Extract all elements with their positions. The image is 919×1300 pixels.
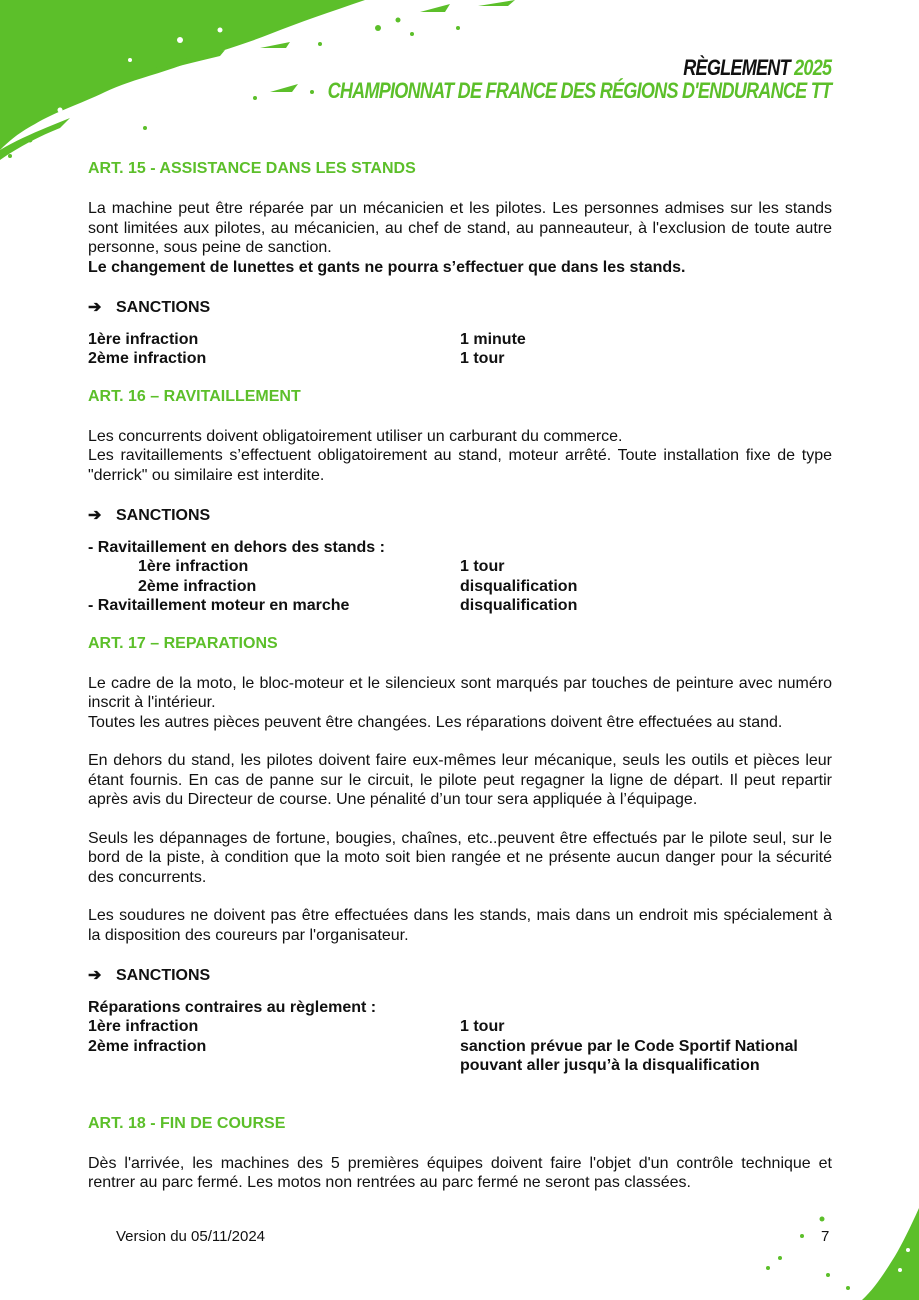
right-arrow-icon: ➔	[88, 507, 102, 524]
art15-title: ART. 15 - ASSISTANCE DANS LES STANDS	[88, 160, 416, 177]
header-championship: CHAMPIONNAT DE FRANCE DES RÉGIONS D'ENDURANCE TT	[327, 78, 831, 103]
art16-sanction-row	[88, 577, 832, 597]
art17-paragraph-1: Le cadre de la moto, le bloc-moteur et le silencieux sont marqués par touches de peinture avec numéro inscrit à l'intérieur.	[88, 674, 832, 711]
sanction-label: 2ème infraction	[88, 350, 207, 367]
art16-paragraph-2: Les ravitaillements s’effectuent obligatoirement au stand, moteur arrêté. Toute installation fixe de type "derrick" ou similaire est interdite.	[88, 447, 832, 484]
art17-title: ART. 17 – REPARATIONS	[88, 634, 278, 652]
header-year: 2025	[793, 55, 831, 80]
document-header	[327, 56, 831, 102]
sanction-label: 1ère infraction	[88, 330, 199, 348]
page-number: 7	[821, 1228, 830, 1245]
sanction-label: 1ère infraction	[88, 1018, 199, 1035]
sanction-value: disqualification	[460, 577, 578, 595]
art17-sanction-row	[88, 1037, 832, 1076]
sanctions-label: SANCTIONS	[116, 507, 211, 524]
right-arrow-icon: ➔	[88, 967, 102, 984]
art15-sanction-row	[88, 330, 832, 350]
right-arrow-icon: ➔	[88, 299, 102, 316]
art16-sanction-row	[88, 596, 832, 616]
sanctions-label: SANCTIONS	[116, 299, 211, 316]
sanction-group-label: - Ravitaillement en dehors des stands :	[88, 538, 385, 556]
art15-sanction-row	[88, 349, 832, 369]
sanction-value-line-2: pouvant aller jusqu’à la disqualification	[460, 1057, 760, 1074]
sanction-label: 2ème infraction	[138, 577, 257, 595]
sanction-group-label: Réparations contraires au règlement :	[88, 998, 377, 1016]
sanction-value: 1 tour	[460, 350, 505, 367]
bottom-right-brush-decoration	[750, 1200, 919, 1300]
sanction-label: - Ravitaillement moteur en marche	[88, 597, 350, 614]
art15-sanctions-heading	[88, 298, 832, 318]
sanction-value: 1 minute	[460, 330, 526, 348]
sanction-value: disqualification	[460, 597, 578, 614]
art17-sanctions-heading	[88, 966, 832, 986]
art16-group-label	[88, 538, 832, 558]
art17-sanction-row	[88, 1017, 832, 1037]
art17-paragraph-5: Les soudures ne doivent pas être effectuées dans les stands, mais dans un endroit mis spécialement à la disposition des coureurs par l'organisateur.	[88, 907, 832, 944]
footer-version: Version du 05/11/2024	[116, 1228, 266, 1245]
art17-group-label	[88, 998, 832, 1018]
art18-title: ART. 18 - FIN DE COURSE	[88, 1114, 286, 1132]
sanction-value: 1 tour	[460, 1018, 505, 1035]
header-line-1	[327, 56, 831, 79]
art17-paragraph-4: Seuls les dépannages de fortune, bougies, chaînes, etc..peuvent être effectués par le pilote seul, sur le bord de la piste, à condition que la moto soit bien rangée et ne présente aucun danger pour la sécurité des concurrents.	[88, 829, 832, 886]
art16-paragraph-1: Les concurrents doivent obligatoirement utiliser un carburant du commerce.	[88, 427, 623, 445]
sanction-value: 1 tour	[460, 558, 505, 575]
header-reglement: RÈGLEMENT	[682, 55, 790, 80]
art15-bold-paragraph: Le changement de lunettes et gants ne pourra s’effectuer que dans les stands.	[88, 258, 686, 276]
sanctions-label: SANCTIONS	[116, 967, 211, 984]
document-body	[88, 159, 832, 1193]
art18-paragraph: Dès l'arrivée, les machines des 5 premières équipes doivent faire l'objet d'un contrôle technique et rentrer au parc fermé. Les motos non rentrées au parc fermé ne seront pas classées.	[88, 1154, 832, 1191]
sanction-label: 2ème infraction	[88, 1037, 207, 1055]
sanction-label: 1ère infraction	[138, 558, 249, 575]
art17-paragraph-3: En dehors du stand, les pilotes doivent faire eux-mêmes leur mécanique, seuls les outils et pièces leur étant fournis. En cas de panne sur le circuit, le pilote peut regagner la ligne de départ. Il peut repartir après avis du Directeur de course. Une pénalité d’un tour sera appliquée à l’équipage.	[88, 752, 832, 808]
art17-paragraph-2: Toutes les autres pièces peuvent être changées. Les réparations doivent être effectuées au stand.	[88, 713, 783, 731]
art16-sanctions-heading	[88, 506, 832, 526]
art15-paragraph: La machine peut être réparée par un mécanicien et les pilotes. Les personnes admises sur les stands sont limitées aux pilotes, au mécanicien, au chef de stand, au panneauteur, à l'exclusion de toute autre personne, sous peine de sanction.	[88, 200, 832, 256]
art16-title: ART. 16 – RAVITAILLEMENT	[88, 387, 301, 405]
sanction-value	[460, 1037, 832, 1076]
sanction-value-line-1: sanction prévue par le Code Sportif National	[460, 1037, 798, 1055]
art16-sanction-row	[88, 557, 832, 577]
